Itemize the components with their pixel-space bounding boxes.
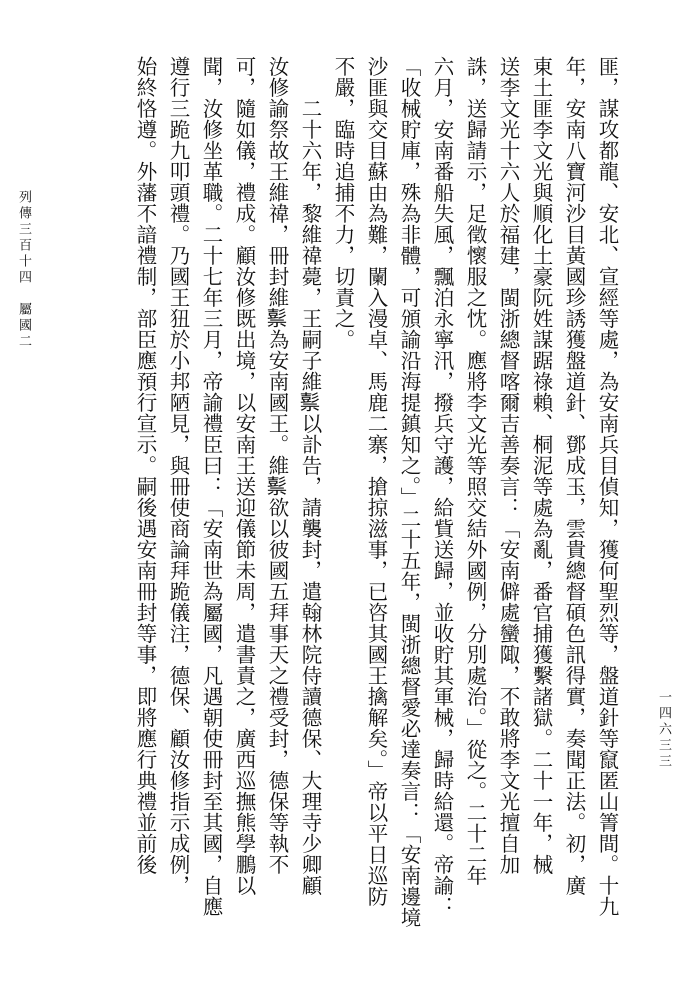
text-column: 沙匪與交目蘇由為難，闌入漫卓、馬鹿二寨，搶掠滋事，已咨其國王擒解矣。」帝以平日巡防 — [364, 56, 388, 907]
text-column: 匪，謀攻都龍、安北、宣經等處，為安南兵目偵知，獲何聖烈等，盤道針等竄匿山箐間。十九 — [595, 56, 619, 917]
text-column: 二十六年，黎維禕薨，王嗣子維𥛱以訃告，請襲封，遣翰林院侍讀德保、大理寺少卿顧 — [298, 56, 322, 896]
text-column: 誅，送歸請示，足徵懷服之忱。應將李文光等照交結外國例，分別處治。」從之。二十二年 — [463, 56, 487, 886]
text-column: 遵行三跪九叩頭禮。乃國王狃於小邦陋見，與冊使商論拜跪儀注，德保、顧汝修指示成例， — [166, 56, 190, 896]
text-column: 汝修諭祭故王維禕，冊封維𥛱為安南國王。維𥛱欲以彼國五拜事天之禮受封，德保等執不 — [265, 56, 289, 875]
main-text — [128, 56, 623, 946]
running-head: 列傳三百十四 屬國二 — [16, 190, 31, 350]
text-column: 東土匪李文光與順化土豪阮姓謀踞祿賴、桐泥等處為亂，番官捕獲繫諸獄。二十一年，械 — [529, 56, 553, 875]
page-number: 一四六三三 — [656, 690, 671, 770]
text-column: 「收械貯庫，殊為非體，可頒諭沿海提鎮知之。」二十五年，閩浙總督愛必達奏言：「安南邊境 — [397, 56, 421, 928]
text-column: 始終恪遵。外藩不諳禮制，部臣應預行宣示。嗣後遇安南冊封等事，即將應行典禮並前後 — [133, 56, 157, 875]
text-column: 不嚴，臨時追捕不力，切責之。 — [331, 56, 355, 350]
text-column: 六月，安南番船失風，飄泊永寧汛，撥兵守護，給貲送歸，並收貯其軍械，歸時給還。帝諭： — [430, 56, 454, 917]
text-column: 聞，汝修坐革職。二十七年三月，帝諭禮臣曰：「安南世為屬國，凡遇朝使冊封至其國，自應 — [199, 56, 223, 917]
text-column: 可，隨如儀，禮成。顧汝修既出境，以安南王送迎儀節未周，遣書責之，廣西巡撫熊學鵬以 — [232, 56, 256, 896]
text-column: 送李文光十六人於福建，閩浙總督喀爾吉善奏言：「安南僻處蠻陬，不敢將李文光擅自加 — [496, 56, 520, 875]
text-column: 年，安南八寶河沙目黃國珍誘獲盤道針、鄧成玉，雲貴總督碩色訊得實，奏聞正法。初，廣 — [562, 56, 586, 896]
